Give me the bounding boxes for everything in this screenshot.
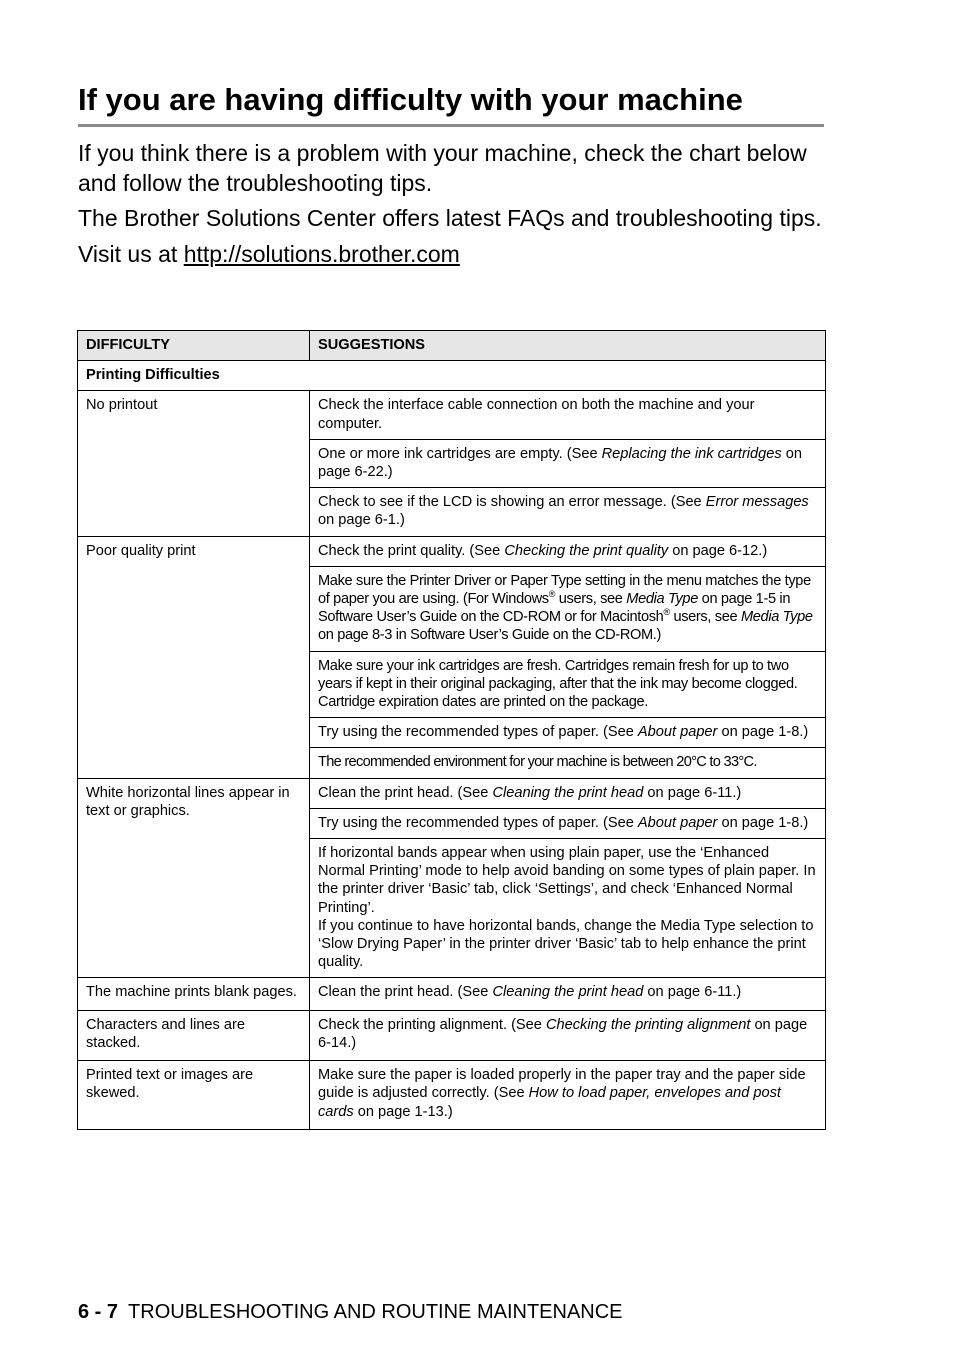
suggestion-cell [310,1061,826,1130]
suggestion-text: Clean the print head. (See [318,984,493,1001]
suggestion-text: on page 8-3 in Software User’s Guide on the CD-ROM.) [318,627,662,644]
suggestion-cell: The recommended environment for your machine is between 20°C to 33°C. [310,748,826,778]
suggestion-text: Make sure the Printer Driver or Paper Type setting in the menu matches the type of paper you are using. (For Windows [318,572,811,608]
suggestion-cell [310,718,826,748]
suggestion-cell [310,778,826,808]
suggestion-text: Try using the recommended types of paper. (See [318,814,638,831]
header-suggestions: SUGGESTIONS [310,331,826,361]
suggestion-text: on page 6-11.) [643,984,742,1001]
suggestion-cell: Check the interface cable connection on both the machine and your computer. [310,391,826,439]
cross-reference: Error messages [705,494,809,511]
suggestion-text: Try using the recommended types of paper. (See [318,724,638,741]
table-row [78,391,826,439]
cross-reference: Checking the print quality [504,542,669,559]
table-row [78,1061,826,1130]
suggestion-text: users, see [555,591,627,608]
difficulty-cell: Characters and lines are stacked. [78,1010,310,1060]
table-row [78,778,826,808]
cross-reference: How to load paper, envelopes and post cards [318,1085,781,1120]
suggestion-cell [310,839,826,978]
difficulty-cell: Printed text or images are skewed. [78,1061,310,1130]
cross-reference: About paper [637,814,718,831]
intro-paragraph: The Brother Solutions Center offers latest FAQs and troubleshooting tips. [78,205,822,231]
visit-line [78,240,824,270]
table-row [78,536,826,566]
cross-reference: Cleaning the print head [492,784,644,801]
difficulty-cell: No printout [78,391,310,536]
intro-paragraph: If you think there is a problem with your machine, check the chart below and follow the troubleshooting tips. [78,140,807,196]
suggestion-cell: Make sure your ink cartridges are fresh. Cartridges remain fresh for up to two years if kept in their original packaging, after that the ink may become clogged. Cartridge expiration dates are printed on the package. [310,651,826,718]
title-divider [78,124,824,127]
cross-reference: Media Type [626,591,698,608]
suggestion-cell [310,488,826,536]
suggestion-text: Clean the print head. (See [318,784,493,801]
suggestion-cell [310,566,826,651]
suggestion-cell [310,536,826,566]
suggestion-text: on page 1-13.) [353,1103,453,1120]
difficulty-cell: The machine prints blank pages. [78,978,310,1010]
suggestion-text: on page 6-12.) [668,542,768,559]
suggestion-cell [310,808,826,838]
suggestion-text: users, see [669,609,741,626]
troubleshooting-table [77,330,826,1130]
suggestion-text: Check the printing alignment. (See [318,1016,546,1033]
suggestion-text: If horizontal bands appear when using plain paper, use the ‘Enhanced Normal Printing’ mode to help avoid banding on some types of plain paper. In the printer driver ‘Basic’ tab, click ‘Settings’, and check ‘Enhanced Normal Printing’. [318,845,816,916]
cross-reference: Cleaning the print head [492,984,644,1001]
suggestion-cell [310,978,826,1010]
cross-reference: Checking the printing alignment [545,1016,751,1033]
cross-reference: Replacing the ink cartridges [601,445,782,462]
suggestion-text: Check to see if the LCD is showing an error message. (See [318,494,706,511]
suggestion-text: on page 6-22.) [318,445,802,481]
cross-reference: About paper [637,724,718,741]
header-difficulty: DIFFICULTY [78,331,310,361]
table-row [78,1010,826,1060]
difficulty-cell: Poor quality print [78,536,310,778]
suggestion-text: on page 6-1.) [318,512,405,529]
section-row [78,361,826,391]
suggestion-text: on page 1-8.) [717,814,809,831]
suggestion-cell [310,1010,826,1060]
footer-section-title: TROUBLESHOOTING AND ROUTINE MAINTENANCE [128,1301,623,1323]
suggestion-text: One or more ink cartridges are empty. (See [318,445,602,462]
suggestion-text: on page 1-5 in Software User’s Guide on the CD-ROM or for Macintosh [318,591,791,626]
suggestion-text: on page 6-11.) [643,784,742,801]
cross-reference: Media Type [740,609,813,626]
suggestion-text: Make sure the paper is loaded properly in the paper tray and the paper side guide is adjusted correctly. (See [318,1067,806,1102]
suggestion-text: on page 6-14.) [318,1016,808,1051]
section-printing-difficulties: Printing Difficulties [78,361,826,391]
intro-text [78,139,824,275]
page-footer [78,1300,623,1324]
table-row [78,978,826,1010]
difficulty-cell: White horizontal lines appear in text or graphics. [78,778,310,978]
registered-mark: ® [663,607,670,618]
visit-prefix: Visit us at [78,240,184,267]
registered-mark: ® [548,589,556,600]
suggestion-cell [310,439,826,487]
suggestion-text: If you continue to have horizontal bands, change the Media Type selection to ‘Slow Drying Paper’ in the printer driver ‘Basic’ tab to help enhance the print quality. [318,917,814,971]
solutions-link[interactable]: http://solutions.brother.com [183,240,460,267]
table-header-row [78,331,826,361]
page-title: If you are having difficulty with your machine [78,82,743,117]
suggestion-text: Check the print quality. (See [318,542,505,559]
suggestion-text: on page 1-8.) [717,724,809,741]
page-number: 6 - 7 [78,1301,119,1323]
